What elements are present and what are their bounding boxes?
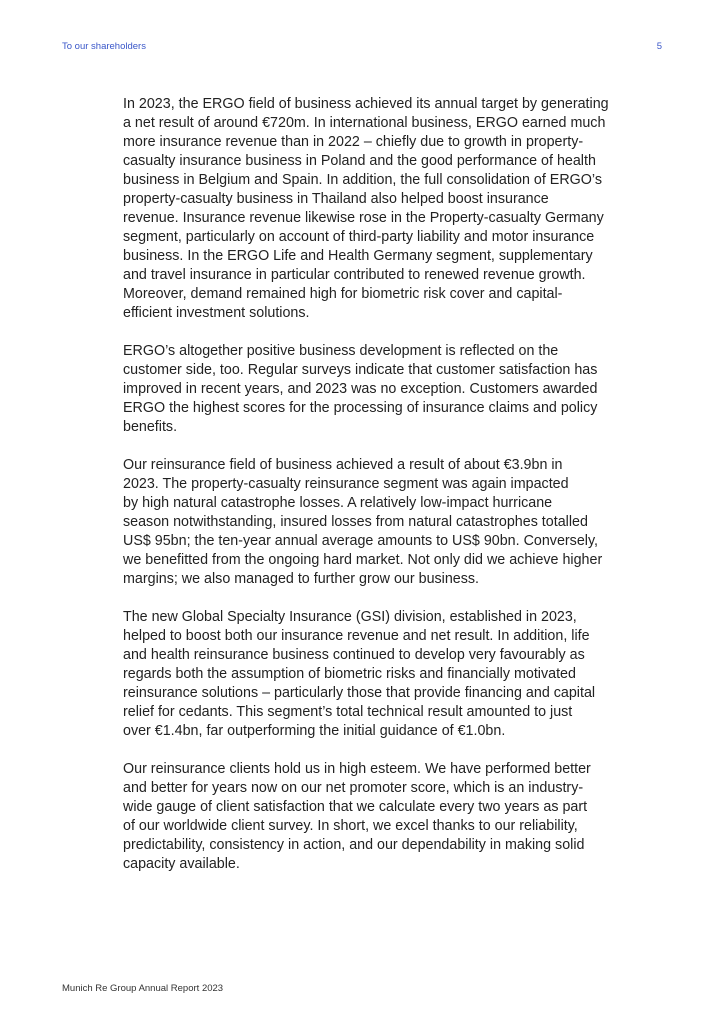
- paragraph: [123, 608, 613, 741]
- text-line: season notwithstanding, insured losses from natural catastrophes totalled: [123, 514, 588, 530]
- text-line: improved in recent years, and 2023 was no exception. Customers awarded: [123, 381, 598, 397]
- text-line: benefits.: [123, 419, 178, 435]
- text-line: and travel insurance in particular contributed to renewed revenue growth.: [123, 267, 586, 283]
- text-line: over €1.4bn, far outperforming the initial guidance of €1.0bn.: [123, 723, 506, 739]
- text-line: US$ 95bn; the ten-year annual average amounts to US$ 90bn. Conversely,: [123, 533, 599, 549]
- text-line: reinsurance solutions – particularly those that provide financing and capital: [123, 685, 596, 701]
- text-line: margins; we also managed to further grow our business.: [123, 571, 480, 587]
- paragraph: [123, 760, 613, 874]
- text-line: property-casualty business in Thailand also helped boost insurance: [123, 191, 549, 207]
- text-line: of our worldwide client survey. In short, we excel thanks to our reliability,: [123, 818, 578, 834]
- text-line: relief for cedants. This segment’s total technical result amounted to just: [123, 704, 573, 720]
- text-line: business in Belgium and Spain. In addition, the full consolidation of ERGO’s: [123, 172, 602, 188]
- text-line: revenue. Insurance revenue likewise rose in the Property-casualty Germany: [123, 210, 604, 226]
- text-line: a net result of around €720m. In international business, ERGO earned much: [123, 115, 606, 131]
- text-line: more insurance revenue than in 2022 – chiefly due to growth in property-: [123, 134, 584, 150]
- text-line: Our reinsurance field of business achieved a result of about €3.9bn in: [123, 457, 563, 473]
- text-line: Our reinsurance clients hold us in high esteem. We have performed better: [123, 761, 591, 777]
- page-number: 5: [656, 41, 662, 52]
- text-line: In 2023, the ERGO field of business achieved its annual target by generating: [123, 96, 609, 112]
- text-line: ERGO the highest scores for the processing of insurance claims and policy: [123, 400, 598, 416]
- paragraph: [123, 342, 613, 437]
- text-line: and better for years now on our net promoter score, which is an industry-: [123, 780, 584, 796]
- text-line: wide gauge of client satisfaction that we calculate every two years as part: [123, 799, 588, 815]
- text-line: Moreover, demand remained high for biometric risk cover and capital-: [123, 286, 563, 302]
- text-line: business. In the ERGO Life and Health Germany segment, supplementary: [123, 248, 593, 264]
- text-line: we benefitted from the ongoing hard market. Not only did we achieve higher: [123, 552, 603, 568]
- paragraph: [123, 95, 613, 323]
- body-text: [123, 95, 613, 893]
- text-line: casualty insurance business in Poland and the good performance of health: [123, 153, 596, 169]
- text-line: helped to boost both our insurance revenue and net result. In addition, life: [123, 628, 590, 644]
- text-line: and health reinsurance business continued to develop very favourably as: [123, 647, 585, 663]
- text-line: capacity available.: [123, 856, 240, 872]
- text-line: efficient investment solutions.: [123, 305, 310, 321]
- footer-text: Munich Re Group Annual Report 2023: [62, 983, 224, 994]
- text-line: customer side, too. Regular surveys indicate that customer satisfaction has: [123, 362, 598, 378]
- paragraph: [123, 456, 613, 589]
- text-line: regards both the assumption of biometric risks and financially motivated: [123, 666, 576, 682]
- text-line: 2023. The property-casualty reinsurance segment was again impacted: [123, 476, 569, 492]
- text-line: by high natural catastrophe losses. A relatively low-impact hurricane: [123, 495, 553, 511]
- text-line: predictability, consistency in action, and our dependability in making solid: [123, 837, 585, 853]
- text-line: ERGO’s altogether positive business development is reflected on the: [123, 343, 559, 359]
- text-line: The new Global Specialty Insurance (GSI) division, established in 2023,: [123, 609, 577, 625]
- section-link[interactable]: To our shareholders: [62, 41, 146, 52]
- text-line: segment, particularly on account of third-party liability and motor insurance: [123, 229, 595, 245]
